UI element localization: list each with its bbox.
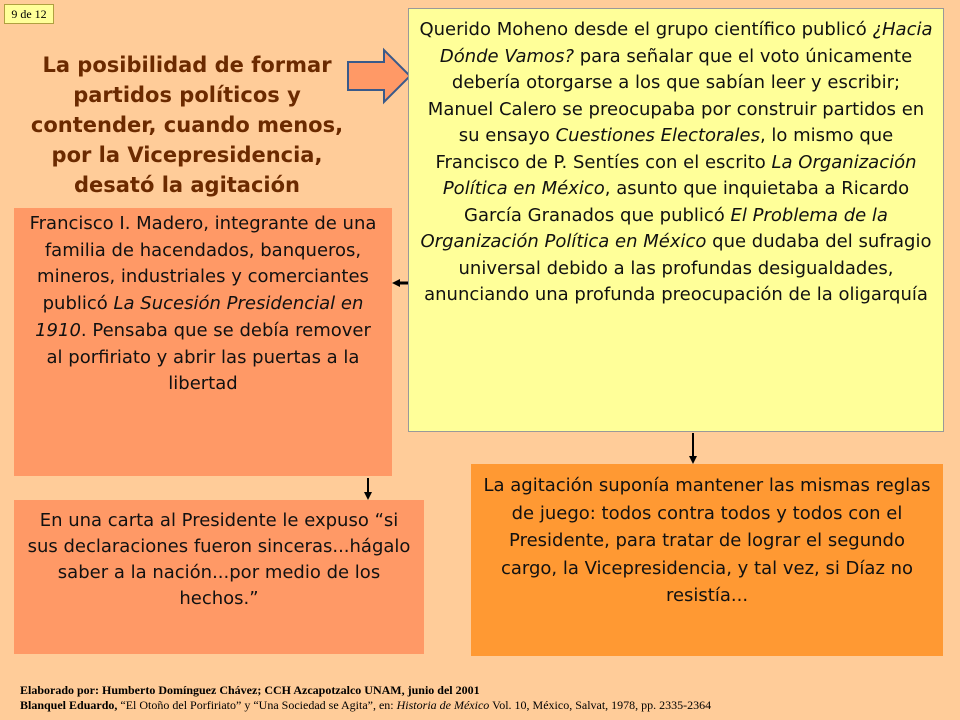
yellow-text-box (408, 8, 944, 432)
title-cuestiones-electorales: Cuestiones Electorales (555, 125, 760, 146)
credits-author: Blanquel Eduardo, (20, 698, 118, 712)
down-arrow-head-left (364, 492, 372, 500)
title-hacia-donde-vamos: ¿Hacia Dónde Vamos? (439, 19, 933, 67)
yellow-text-1: Querido Moheno desde el grupo científico publicó (419, 19, 873, 40)
title-problema-organizacion: El Problema de la Organización Política en México (420, 204, 888, 252)
title-organizacion-politica: La Organización Política en México (442, 151, 917, 199)
yellow-text-5: que dudaba del sufragio universal debido a las profundas desigualdades, anunciando una profunda preocupación de la oligarquía (424, 231, 932, 305)
right-block-arrow (348, 50, 410, 102)
credits-works: “El Otoño del Porfiriato” y “Una Sociedad se Agita”, en: (117, 698, 397, 712)
carta-text: En una carta al Presidente le expuso “si sus declaraciones fueron sinceras...hágalo saber a la nación...por medio de los hechos.” (27, 510, 411, 609)
credits-source-title: Historia de México (396, 698, 490, 712)
title-sucesion-presidencial: La Sucesión Presidencial en 1910 (35, 293, 364, 341)
agitacion-text: La agitación suponía mantener las mismas reglas de juego: todos contra todos y todos con el Presidente, para tratar de lograr el segundo cargo, la Vicepresidencia, y tal vez, si Díaz no resistía... (483, 475, 931, 606)
madero-text-2: . Pensaba que se debía remover al porfiriato y abrir las puertas a la libertad (46, 319, 371, 395)
down-arrow-head-right (689, 456, 697, 464)
credits-publication: Vol. 10, México, Salvat, 1978, pp. 2335-2364 (489, 698, 712, 712)
madero-text-box (14, 208, 392, 476)
carta-text-box (14, 500, 424, 654)
agitacion-text-box (471, 464, 943, 656)
slide-title: La posibilidad de formar partidos políticos y contender, cuando menos, por la Vicepresidencia, desató la agitación (30, 53, 344, 197)
madero-text-1: Francisco I. Madero, integrante de una familia de hacendados, banqueros, mineros, industriales y comerciantes publicó (29, 213, 377, 315)
credits (20, 683, 950, 713)
left-arrow-head (392, 279, 400, 287)
yellow-text-3: , lo mismo que Francisco de P. Sentíes con el escrito (435, 125, 894, 173)
page-number-badge: 9 de 12 (4, 4, 54, 24)
credits-line-1: Elaborado por: Humberto Domínguez Chávez; CCH Azcapotzalco UNAM, junio del 2001 (20, 683, 480, 697)
yellow-text-4: , asunto que inquietaba a Ricardo García Granados que publicó (464, 178, 910, 226)
yellow-text-2: para señalar que el voto únicamente debería otorgarse a los que sabían leer y escribir; Manuel Calero se preocupaba por construir partidos en su ensayo (427, 45, 925, 146)
credits-line-2 (20, 698, 950, 713)
